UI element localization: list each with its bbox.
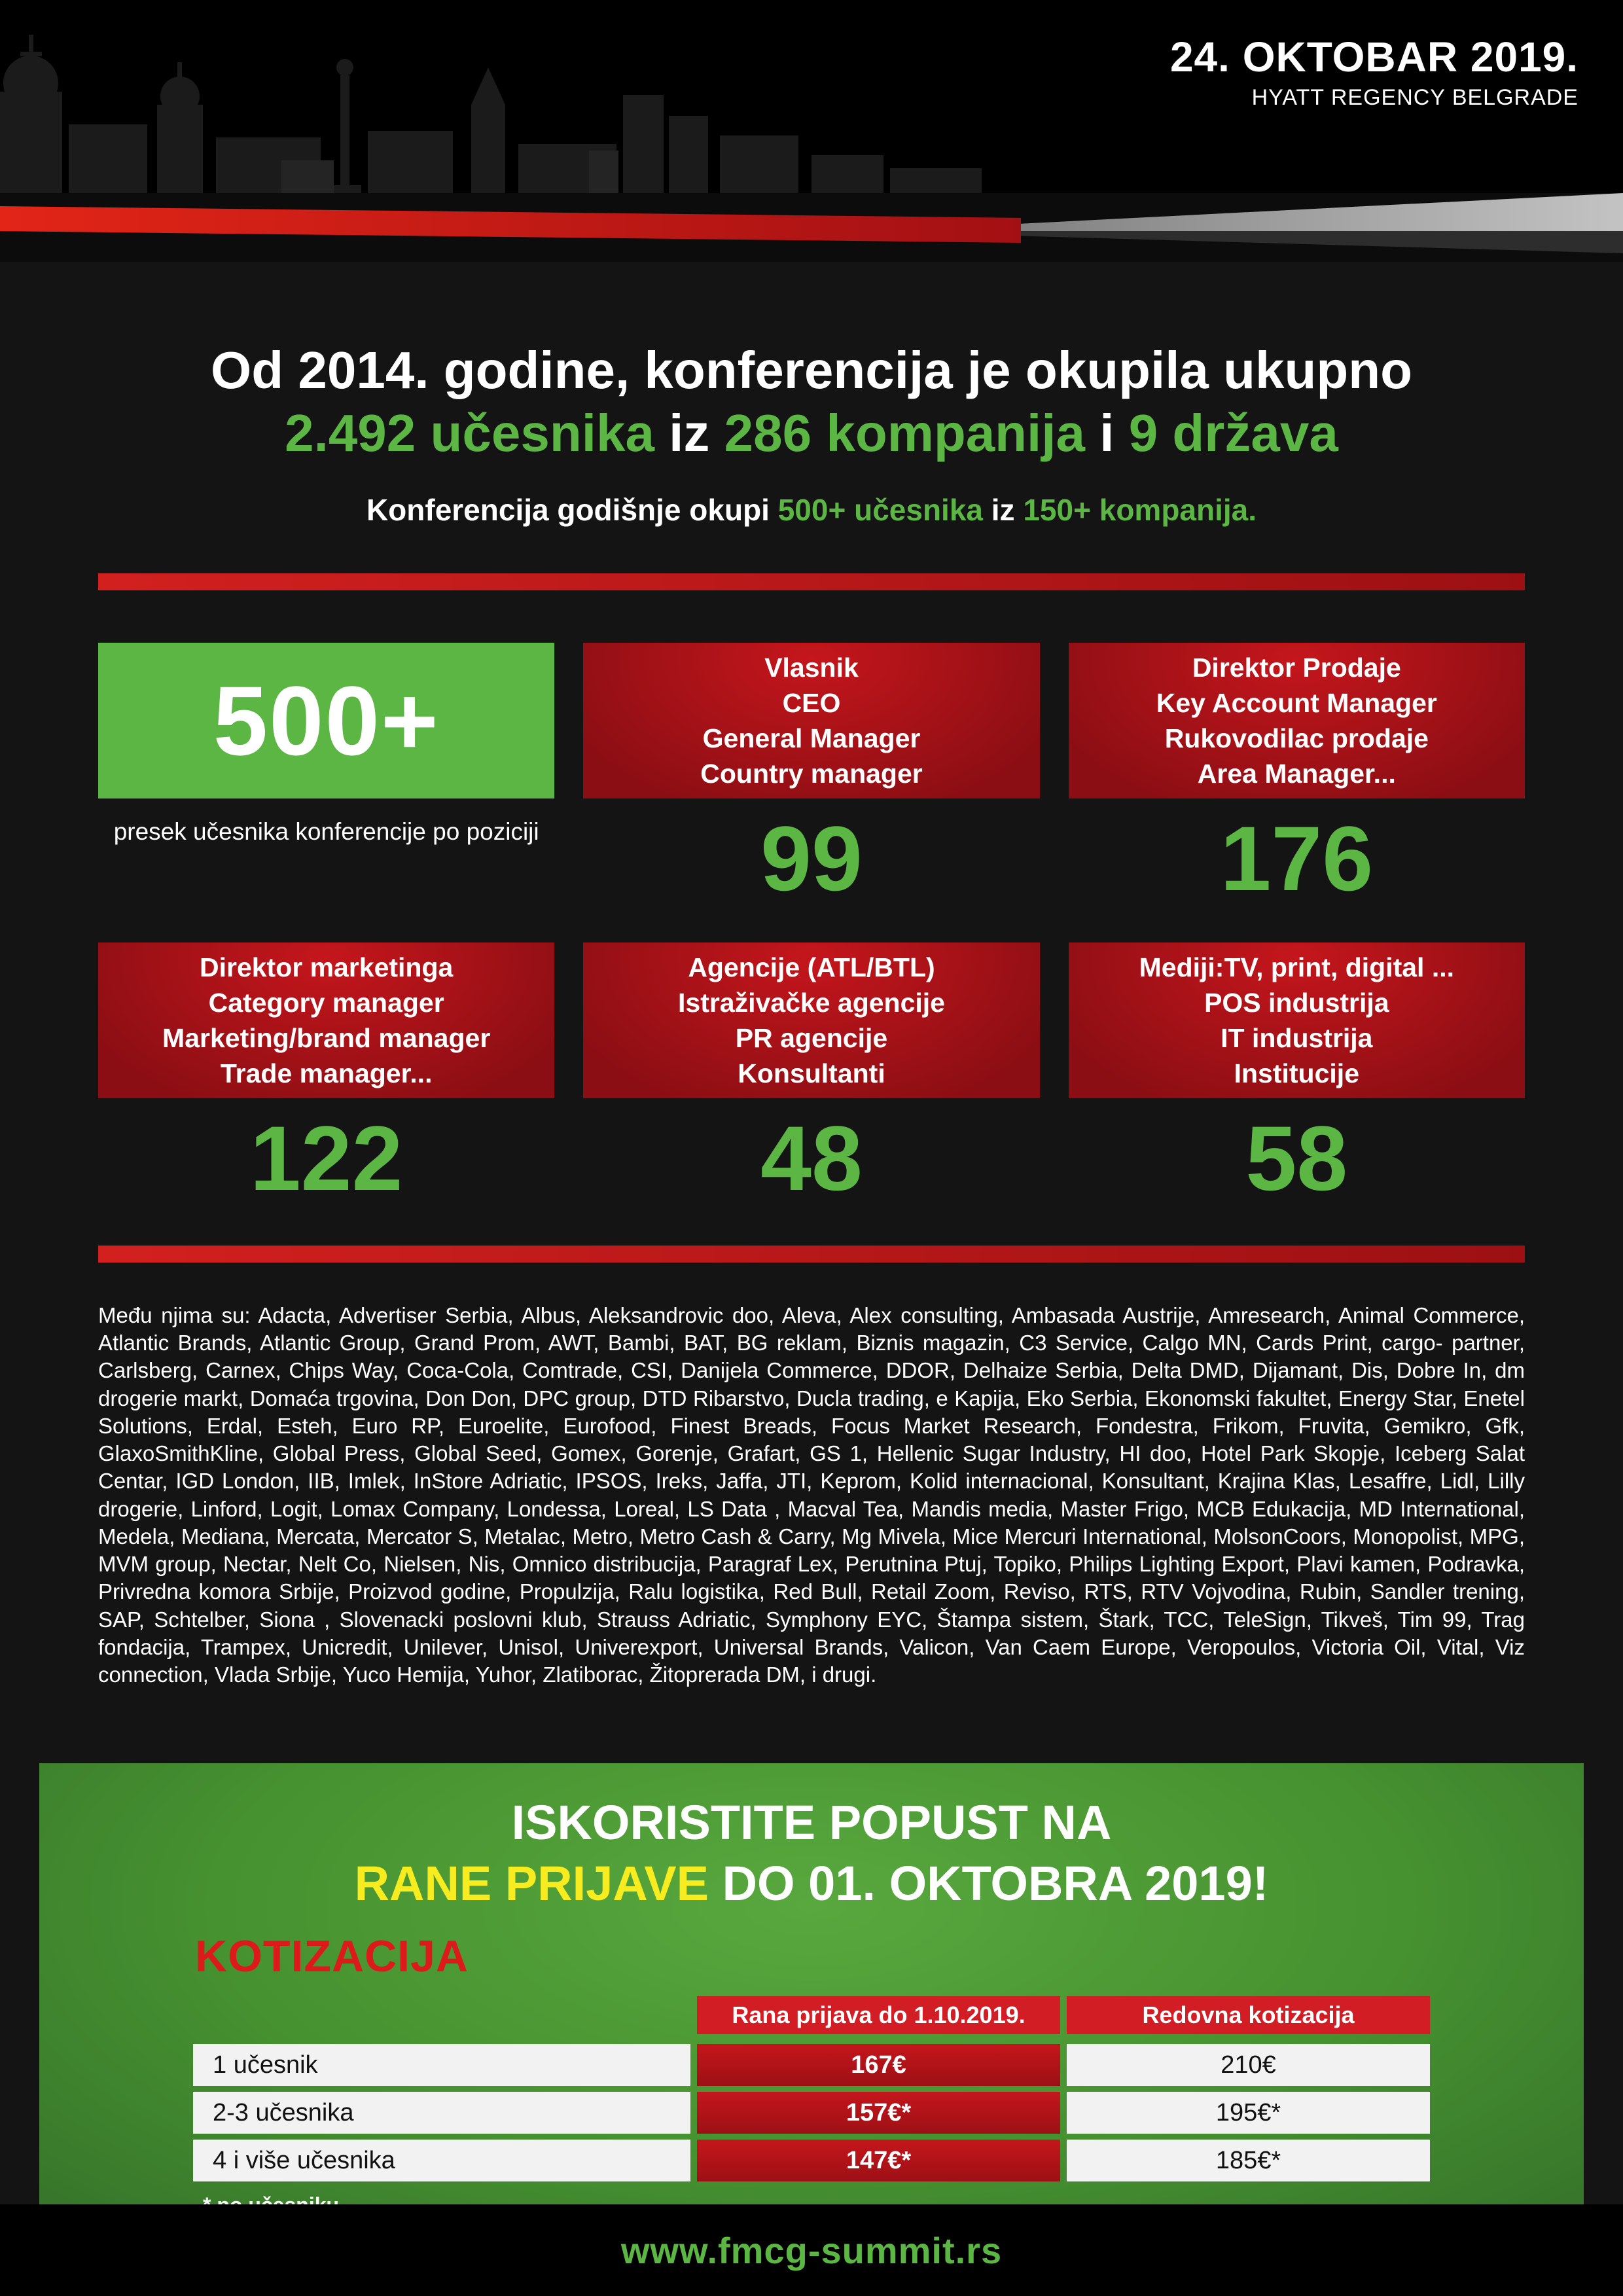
rate-row-1-early-price: 167€ (697, 2044, 1060, 2086)
rate-row-2-label: 2-3 učesnika (193, 2092, 690, 2134)
stat-card-marketing (98, 942, 554, 1210)
kotizacija-label: KOTIZACIJA (195, 1931, 469, 1982)
belgrade-skyline-graphic (0, 0, 982, 193)
subline-prefix: Konferencija godišnje okupi (366, 493, 778, 527)
stat-card-media-box (1069, 942, 1525, 1098)
promo-highlight-rane-prijave: RANE PRIJAVE (354, 1856, 709, 1911)
footer (0, 2204, 1623, 2296)
stat-card-line: Istraživačke agencije (678, 987, 945, 1018)
rates-header-spacer (193, 1996, 690, 2038)
stat-card-line: POS industrija (1204, 987, 1389, 1018)
subline-participants: 500+ učesnika (777, 493, 983, 527)
promo-section (39, 1763, 1584, 2238)
stat-card-line: IT industrija (1221, 1023, 1373, 1053)
stat-card-line: Country manager (700, 759, 923, 789)
stat-highlight-caption: presek učesnika konferencije po poziciji (113, 818, 539, 845)
stat-card-line: Area Manager... (1197, 759, 1396, 789)
intro-connector-iz: iz (654, 404, 724, 462)
subline-connector: iz (983, 493, 1024, 527)
stat-card-sales-count: 176 (1220, 807, 1374, 910)
promo-title-line1: ISKORISTITE POPUST NA (511, 1795, 1112, 1850)
stat-card-owners-box (583, 643, 1039, 798)
stat-card-sales-box (1069, 643, 1525, 798)
stat-card-owners (583, 643, 1039, 910)
stat-countries-total: 9 država (1128, 404, 1338, 462)
companies-paragraph: Među njima su: Adacta, Advertiser Serbia, Albus, Aleksandrovic doo, Aleva, Alex consulting, Ambasada Austrije, Amresearch, Animal Commerce, Atlantic Brands, Atlantic Group, Grand Prom, AWT, Bambi, BAT, BG reklam, Biznis magazin, C3 Service, Calgo MN, Cards Print, cargo- partner, Carlsberg, Carnex, Chips Way, Coca-Cola, Comtrade, CSI, Danijela Commerce, DDOR, Delhaize Serbia, Delta DMD, Dijamant, Dis, Dobre In, dm drogerie markt, Domaća trgovina, Don Don, DPC group, DTD Ribarstvo, Ducla trading, e Kapija, Eko Serbia, Ekonomski fakultet, Energy Star, Enetel Solutions, Erdal, Esteh, Euro RP, Euroelite, Eurofood, Finest Breads, Focus Market Research, Fondestra, Frikom, Fruvita, Gemikro, Gfk, GlaxoSmithKline, Global Press, Global Seed, Gomex, Gorenje, Grafart, GS 1, Hellenic Sugar Industry, HI doo, Hotel Park Skopje, Iceberg Salat Centar, IGD London, IIB, Imlek, InStore Adriatic, IPSOS, Ireks, Jaffa, JTI, Keprom, Kolid internacional, Konsultant, Krajina Klas, Lesaffre, Lidl, Lilly drogerie, Linford, Logit, Lomax Company, Londessa, Loreal, LS Data , Macval Tea, Mandis media, Master Frigo, MCB Edukacija, MD International, Medela, Mediana, Mercata, Mercator S, Metalac, Metro, Metro Cash & Carry, Mg Mivela, Mice Mercuri International, MolsonCoors, Monopolist, MPG, MVM group, Nectar, Nelt Co, Nielsen, Nis, Omnico distribucija, Paragraf Lex, Perutnina Ptuj, Topiko, Philips Lighting Export, Plavi kamen, Podravka, Privredna komora Srbije, Proizvod godine, Propulzija, Ralu logistika, Red Bull, Retail Zoom, Reviso, RTS, RTV Vojvodina, Rubin, Sandler trening, SAP, Schtelber, Siona , Slovenacki poslovni klub, Strauss Adriatic, Symphony EYC, Štampa sistem, Štark, TCC, TeleSign, Tikveš, Tim 99, Trag fondacija, Trampex, Unicredit, Unilever, Unisol, Univerexport, Universal Brands, Valicon, Van Caem Europe, Veropoulos, Victoria Oil, Vital, Viz connection, Vlada Srbije, Yuco Hemija, Yuhor, Zlatiborac, Žitoprerada DM, i drugi. (98, 1303, 1525, 1687)
stat-card-line: Key Account Manager (1156, 687, 1437, 718)
stat-participants-total: 2.492 učesnika (285, 404, 654, 462)
stat-card-line: Institucije (1234, 1058, 1359, 1089)
stat-card-line: General Manager (702, 723, 921, 753)
intro-headline-line2 (0, 402, 1623, 465)
stat-card-line: Mediji:TV, print, digital ... (1139, 952, 1455, 982)
stat-card-agencies (583, 942, 1039, 1210)
stat-card-media (1069, 942, 1525, 1210)
stat-card-agencies-box (583, 942, 1039, 1098)
stat-card-line: Trade manager... (220, 1058, 433, 1089)
event-venue: HYATT REGENCY BELGRADE (1251, 85, 1578, 111)
stat-highlight-box (98, 643, 554, 798)
promo-title-line2-rest: DO 01. OKTOBRA 2019! (709, 1856, 1269, 1911)
rate-row-1-label: 1 učesnik (193, 2044, 690, 2086)
stat-companies-total: 286 kompanija (724, 404, 1085, 462)
intro-subline (0, 492, 1623, 528)
rates-table (193, 1996, 1430, 2181)
stat-card-agencies-count: 48 (760, 1107, 863, 1210)
stat-card-line: CEO (782, 687, 841, 718)
stat-card-line: Direktor Prodaje (1192, 652, 1401, 683)
red-band-shape (0, 206, 1021, 243)
red-divider-bar-bottom (98, 1246, 1525, 1263)
stat-card-line: Marketing/brand manager (162, 1023, 491, 1053)
top-header (0, 0, 1623, 193)
event-date-block (1170, 34, 1578, 111)
promo-title-line2 (39, 1856, 1584, 1911)
stat-card-owners-count: 99 (760, 807, 863, 910)
stat-card-line: Rukovodilac prodaje (1164, 723, 1429, 753)
subline-companies: 150+ kompanija. (1023, 493, 1257, 527)
intro-headline-line1: Od 2014. godine, konferencija je okupila ukupno (211, 341, 1412, 399)
footer-website-link[interactable]: www.fmcg-summit.rs (620, 2229, 1003, 2271)
stat-card-marketing-box (98, 942, 554, 1098)
stat-card-line: Category manager (208, 987, 444, 1018)
rate-row-2-regular-price: 195€* (1067, 2092, 1430, 2134)
rate-row-3-early-price: 147€* (697, 2140, 1060, 2181)
rate-row-3-label: 4 i više učesnika (193, 2140, 690, 2181)
rate-row-3-regular-price: 185€* (1067, 2140, 1430, 2181)
rates-header-regular: Redovna kotizacija (1067, 1996, 1430, 2034)
stat-card-line: Agencije (ATL/BTL) (688, 952, 935, 982)
stat-card-sales (1069, 643, 1525, 910)
stats-grid (98, 643, 1525, 1210)
stat-card-line: Vlasnik (764, 652, 859, 683)
diagonal-divider (0, 193, 1623, 262)
stat-card-media-count: 58 (1245, 1107, 1348, 1210)
rate-row-1-regular-price: 210€ (1067, 2044, 1430, 2086)
intro-section (0, 262, 1623, 528)
red-divider-bar-top (98, 573, 1525, 590)
rates-header-early: Rana prijava do 1.10.2019. (697, 1996, 1060, 2034)
stat-highlight-value: 500+ (213, 666, 440, 776)
stat-card-marketing-count: 122 (249, 1107, 403, 1210)
event-date: 24. OKTOBAR 2019. (1169, 33, 1578, 81)
stat-card-line: Konsultanti (738, 1058, 885, 1089)
rate-row-2-early-price: 157€* (697, 2092, 1060, 2134)
intro-connector-i: i (1085, 404, 1129, 462)
stat-highlight (98, 643, 554, 906)
stat-card-line: PR agencije (735, 1023, 888, 1053)
stat-card-line: Direktor marketinga (199, 952, 454, 982)
